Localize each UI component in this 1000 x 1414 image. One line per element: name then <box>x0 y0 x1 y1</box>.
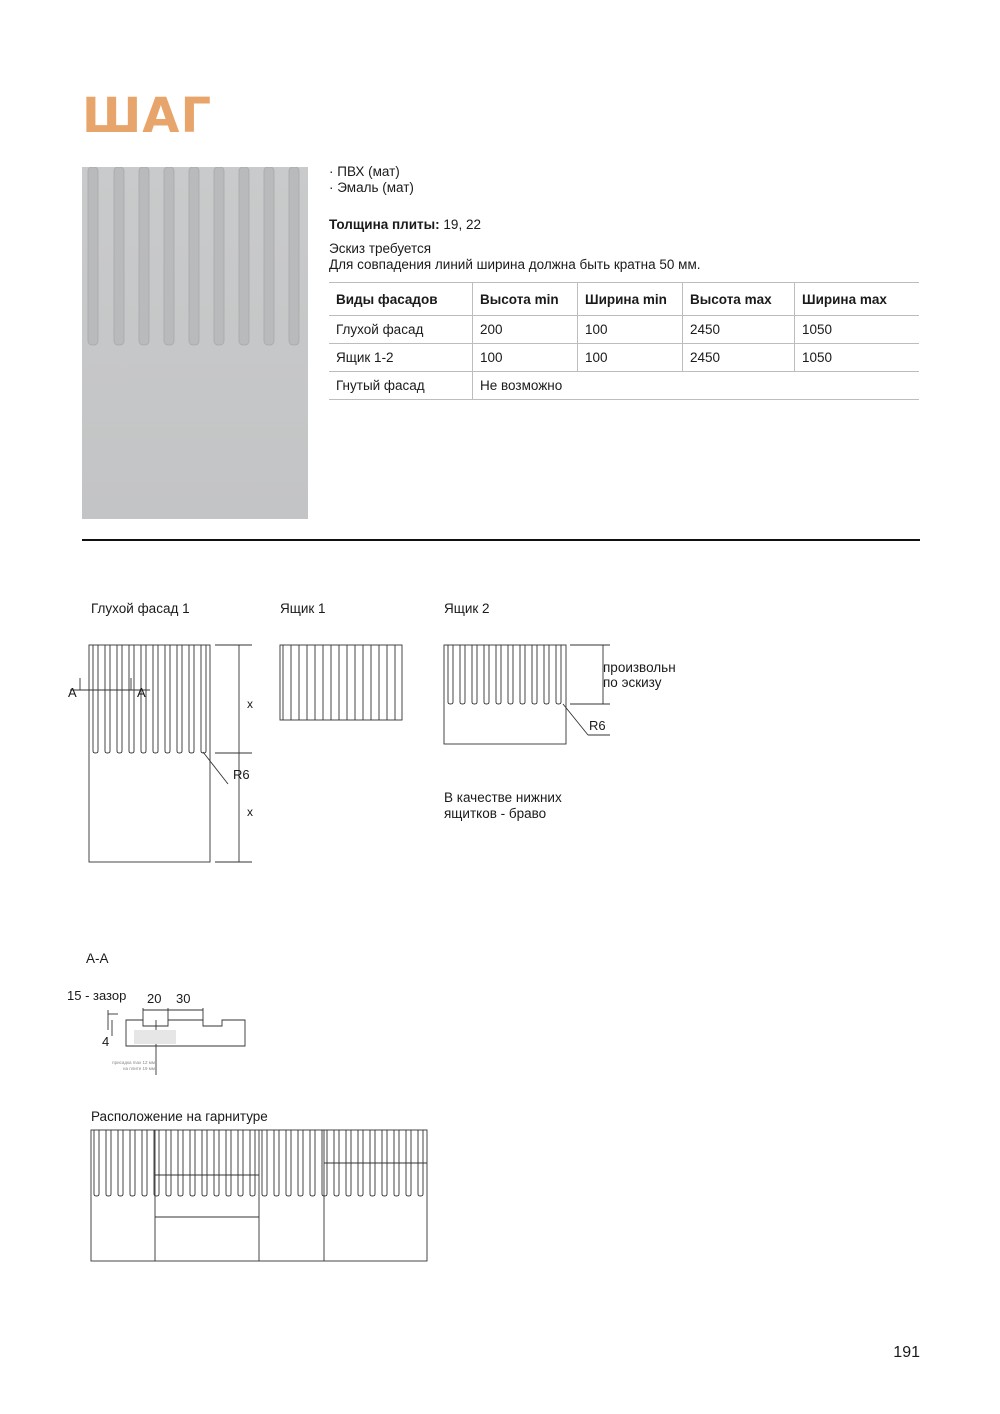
table-header: Ширина max <box>795 283 920 316</box>
layout-label: Расположение на гарнитуре <box>91 1109 268 1124</box>
section-divider <box>82 539 920 541</box>
facade1-groove <box>201 645 206 753</box>
drawer2-groove <box>508 645 513 704</box>
drawer2-outline <box>444 645 566 744</box>
layout-groove <box>310 1130 315 1196</box>
drawer2-groove <box>484 645 489 704</box>
dim-4: 4 <box>102 1034 110 1049</box>
table-header: Виды фасадов <box>329 283 473 316</box>
section-marker-a-left: A <box>68 685 77 700</box>
layout-groove <box>262 1130 267 1196</box>
drawer1-label: Ящик 1 <box>280 601 326 616</box>
facade1-groove <box>165 645 170 753</box>
photo-groove <box>139 167 149 345</box>
table-cell: Ящик 1-2 <box>329 344 473 372</box>
facade1-groove <box>105 645 110 753</box>
material-item: · Эмаль (мат) <box>329 180 414 195</box>
sketch-note <box>329 241 700 273</box>
facade1-groove <box>177 645 182 753</box>
layout-groove <box>118 1130 123 1196</box>
photo-groove <box>289 167 299 345</box>
drawer2-groove <box>520 645 525 704</box>
drawer2-groove <box>496 645 501 704</box>
facade1-groove <box>117 645 122 753</box>
sketch-note-line: Для совпадения линий ширина должна быть кратна 50 мм. <box>329 257 701 272</box>
thickness-label: Толщина плиты: <box>329 217 440 232</box>
layout-groove <box>226 1130 231 1196</box>
facade-photo <box>82 167 308 519</box>
drawer2-groove <box>532 645 537 704</box>
drawer2-groove <box>544 645 549 704</box>
drawer2-groove <box>556 645 561 704</box>
layout-groove <box>142 1130 147 1196</box>
dim-x-top: x <box>247 697 253 711</box>
section-marker-a-right: A <box>137 685 146 700</box>
dim-20: 20 <box>147 991 162 1006</box>
layout-groove <box>286 1130 291 1196</box>
layout-groove <box>130 1130 135 1196</box>
drawer1-outline <box>280 645 402 720</box>
drawer2-bottom-note-line: В качестве нижних <box>444 790 562 805</box>
facade1-outline <box>89 645 210 862</box>
drawer2-groove <box>472 645 477 704</box>
table-row <box>329 344 919 372</box>
drawer2-bottom-note-line: ящитков - браво <box>444 806 547 821</box>
facade1-groove <box>189 645 194 753</box>
page-title: ШАГ <box>82 88 213 144</box>
table-cell: 2450 <box>683 344 795 372</box>
table-cell: 1050 <box>795 316 920 344</box>
drawer2-label: Ящик 2 <box>444 601 490 616</box>
dim-30: 30 <box>176 991 191 1006</box>
table-cell: 100 <box>578 316 683 344</box>
drawer2-groove <box>448 645 453 704</box>
section-small-note-line: присадка max 12 мм <box>112 1060 155 1065</box>
facade1-groove <box>93 645 98 753</box>
facade-grooves-illustration <box>82 167 308 519</box>
layout-groove <box>178 1130 183 1196</box>
table-row <box>329 372 919 400</box>
drawer2-radius: R6 <box>589 718 606 733</box>
thickness-value: 19, 22 <box>443 217 481 232</box>
spec-table <box>329 282 919 400</box>
facade1-groove <box>153 645 158 753</box>
table-header: Высота max <box>683 283 795 316</box>
layout-groove <box>106 1130 111 1196</box>
table-cell: 200 <box>473 316 578 344</box>
dim-x-bottom: x <box>247 805 253 819</box>
layout-groove <box>274 1130 279 1196</box>
thickness-line <box>329 217 481 232</box>
table-header: Ширина min <box>578 283 683 316</box>
table-cell: Глухой фасад <box>329 316 473 344</box>
photo-groove <box>239 167 249 345</box>
facade1-groove <box>129 645 134 753</box>
section-label: A-A <box>86 951 109 966</box>
layout-groove <box>202 1130 207 1196</box>
layout-groove <box>250 1130 255 1196</box>
layout-groove <box>238 1130 243 1196</box>
layout-groove <box>298 1130 303 1196</box>
sketch-note-line: Эскиз требуется <box>329 241 432 256</box>
photo-groove <box>114 167 124 345</box>
layout-groove <box>94 1130 99 1196</box>
photo-groove <box>264 167 274 345</box>
table-header-row <box>329 283 919 316</box>
table-header: Высота min <box>473 283 578 316</box>
facade1-radius: R6 <box>233 767 250 782</box>
drawer2-groove <box>460 645 465 704</box>
radius-leader <box>203 752 228 784</box>
table-cell: 100 <box>473 344 578 372</box>
layout-groove <box>214 1130 219 1196</box>
section-small-note-line: на плите 19 мм <box>122 1066 155 1071</box>
photo-groove <box>189 167 199 345</box>
table-cell: 2450 <box>683 316 795 344</box>
drawer2-note-line: произвольн <box>603 660 676 675</box>
page-number: 191 <box>893 1344 920 1361</box>
layout-groove <box>166 1130 171 1196</box>
photo-groove <box>164 167 174 345</box>
table-row <box>329 316 919 344</box>
facade1-label: Глухой фасад 1 <box>91 601 190 616</box>
technical-drawings <box>0 630 700 1280</box>
table-cell: 1050 <box>795 344 920 372</box>
material-item: · ПВХ (мат) <box>329 164 400 179</box>
section-insert <box>134 1030 176 1044</box>
table-cell: Не возможно <box>473 372 920 400</box>
drawer2-note-line: по эскизу <box>603 675 662 690</box>
gap-dimension: 15 - зазор <box>67 988 127 1003</box>
photo-groove <box>214 167 224 345</box>
radius-leader <box>563 704 588 735</box>
materials-list <box>329 164 414 196</box>
table-cell: 100 <box>578 344 683 372</box>
table-cell: Гнутый фасад <box>329 372 473 400</box>
layout-groove <box>190 1130 195 1196</box>
photo-groove <box>88 167 98 345</box>
